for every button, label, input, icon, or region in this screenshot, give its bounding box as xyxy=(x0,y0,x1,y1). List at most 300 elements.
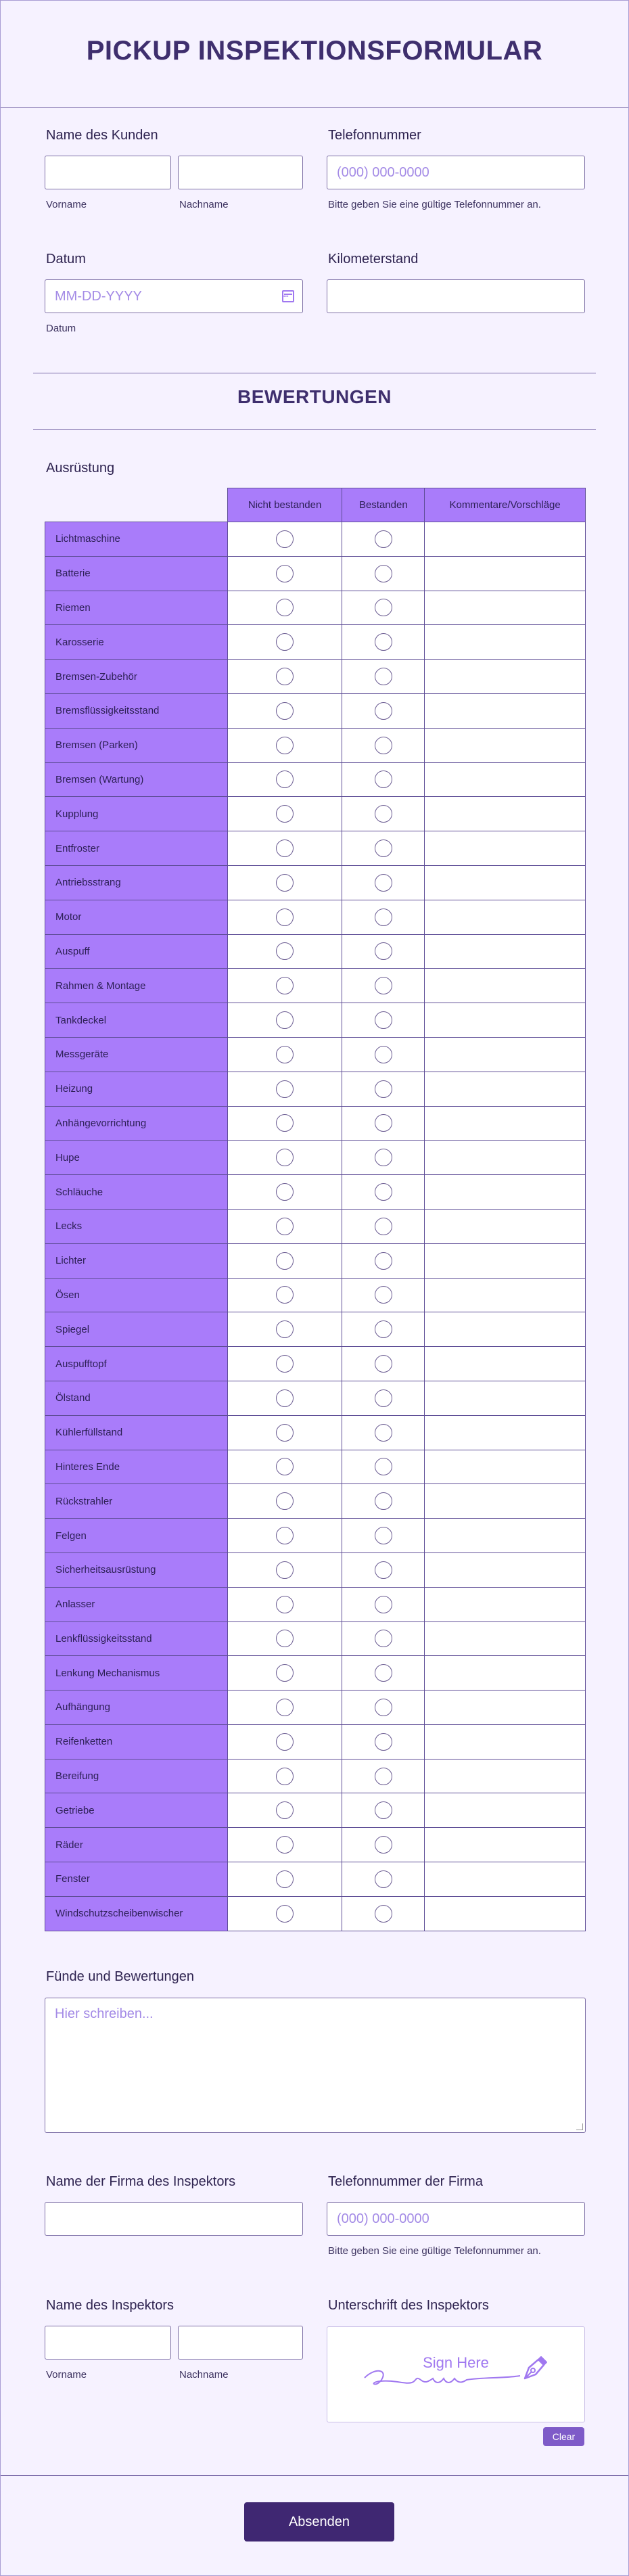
table-row xyxy=(45,1759,586,1793)
radio-passed[interactable] xyxy=(375,840,392,857)
row-label: Räder xyxy=(45,1828,228,1862)
cell-failed xyxy=(227,1312,342,1347)
table-row xyxy=(45,969,586,1003)
radio-passed[interactable] xyxy=(375,1183,392,1201)
table-row xyxy=(45,1106,586,1141)
cell-passed xyxy=(342,1106,425,1141)
radio-passed[interactable] xyxy=(375,633,392,651)
radio-failed[interactable] xyxy=(276,908,294,926)
radio-failed[interactable] xyxy=(276,1389,294,1407)
cell-passed xyxy=(342,1141,425,1175)
row-label: Auspufftopf xyxy=(45,1347,228,1381)
radio-passed[interactable] xyxy=(375,1801,392,1819)
cell-failed xyxy=(227,1141,342,1175)
comment-cell[interactable] xyxy=(425,1347,586,1381)
cell-passed xyxy=(342,797,425,831)
company-phone-input[interactable]: (000) 000-0000 xyxy=(327,2202,585,2236)
radio-passed[interactable] xyxy=(375,1011,392,1029)
cell-passed xyxy=(342,1862,425,1897)
matrix-label: Ausrüstung xyxy=(46,461,115,476)
header-divider xyxy=(1,107,628,108)
cell-failed xyxy=(227,1484,342,1519)
cell-failed xyxy=(227,865,342,900)
row-label: Heizung xyxy=(45,1072,228,1106)
table-row xyxy=(45,1312,586,1347)
radio-failed[interactable] xyxy=(276,633,294,651)
cell-failed xyxy=(227,625,342,660)
cell-passed xyxy=(342,831,425,866)
radio-failed[interactable] xyxy=(276,1218,294,1235)
date-input[interactable] xyxy=(45,279,303,313)
row-label: Hupe xyxy=(45,1141,228,1175)
cell-passed xyxy=(342,1003,425,1038)
cell-failed xyxy=(227,1690,342,1725)
date-placeholder: MM-DD-YYYY xyxy=(55,288,142,304)
customer-name-label: Name des Kunden xyxy=(46,128,158,143)
cell-passed xyxy=(342,1759,425,1793)
radio-failed[interactable] xyxy=(276,1733,294,1751)
cell-failed xyxy=(227,1415,342,1450)
radio-passed[interactable] xyxy=(375,1596,392,1613)
table-row xyxy=(45,1381,586,1415)
radio-passed[interactable] xyxy=(375,1630,392,1647)
comment-cell[interactable] xyxy=(425,1072,586,1106)
row-label: Karosserie xyxy=(45,625,228,660)
radio-failed[interactable] xyxy=(276,1699,294,1716)
comment-cell[interactable] xyxy=(425,900,586,934)
cell-failed xyxy=(227,1209,342,1243)
cell-passed xyxy=(342,728,425,762)
row-label: Anlasser xyxy=(45,1587,228,1622)
radio-passed[interactable] xyxy=(375,1046,392,1063)
radio-passed[interactable] xyxy=(375,1218,392,1235)
cell-passed xyxy=(342,1622,425,1656)
column-header-comments: Kommentare/Vorschläge xyxy=(425,488,586,522)
cell-failed xyxy=(227,1347,342,1381)
pen-nib-icon xyxy=(518,2353,551,2385)
ratings-divider-bottom xyxy=(33,429,596,430)
comment-cell[interactable] xyxy=(425,1656,586,1690)
comment-cell[interactable] xyxy=(425,1724,586,1759)
radio-failed[interactable] xyxy=(276,1768,294,1785)
findings-textarea[interactable] xyxy=(45,1998,586,2133)
radio-failed[interactable] xyxy=(276,1527,294,1544)
radio-passed[interactable] xyxy=(375,1252,392,1270)
cell-failed xyxy=(227,522,342,557)
radio-failed[interactable] xyxy=(276,1011,294,1029)
table-row xyxy=(45,556,586,591)
comment-cell[interactable] xyxy=(425,660,586,694)
row-label: Kühlerfüllstand xyxy=(45,1415,228,1450)
radio-failed[interactable] xyxy=(276,1286,294,1304)
comment-cell[interactable] xyxy=(425,969,586,1003)
table-row xyxy=(45,1484,586,1519)
comment-cell[interactable] xyxy=(425,1484,586,1519)
table-row xyxy=(45,934,586,969)
radio-passed[interactable] xyxy=(375,1149,392,1166)
radio-passed[interactable] xyxy=(375,1114,392,1132)
radio-passed[interactable] xyxy=(375,1492,392,1510)
row-label: Motor xyxy=(45,900,228,934)
comment-cell[interactable] xyxy=(425,1690,586,1725)
comment-cell[interactable] xyxy=(425,831,586,866)
radio-failed[interactable] xyxy=(276,565,294,582)
comment-cell[interactable] xyxy=(425,728,586,762)
company-name-input[interactable] xyxy=(45,2202,303,2236)
cell-failed xyxy=(227,1243,342,1278)
radio-passed[interactable] xyxy=(375,737,392,754)
cell-failed xyxy=(227,1656,342,1690)
radio-failed[interactable] xyxy=(276,1424,294,1442)
cell-passed xyxy=(342,1312,425,1347)
comment-cell[interactable] xyxy=(425,625,586,660)
row-label: Antriebsstrang xyxy=(45,865,228,900)
cell-passed xyxy=(342,522,425,557)
row-label: Spiegel xyxy=(45,1312,228,1347)
cell-failed xyxy=(227,969,342,1003)
signature-label: Unterschrift des Inspektors xyxy=(328,2298,489,2313)
radio-failed[interactable] xyxy=(276,530,294,548)
cell-passed xyxy=(342,969,425,1003)
cell-passed xyxy=(342,1415,425,1450)
table-row xyxy=(45,1415,586,1450)
mileage-input[interactable] xyxy=(327,279,585,313)
cell-failed xyxy=(227,1862,342,1897)
phone-label: Telefonnummer xyxy=(328,128,421,143)
row-label: Messgeräte xyxy=(45,1037,228,1072)
table-row xyxy=(45,831,586,866)
matrix-corner xyxy=(45,488,228,522)
table-row xyxy=(45,1690,586,1725)
radio-failed[interactable] xyxy=(276,1492,294,1510)
comment-cell[interactable] xyxy=(425,1141,586,1175)
radio-passed[interactable] xyxy=(375,805,392,823)
table-row xyxy=(45,797,586,831)
comment-cell[interactable] xyxy=(425,1896,586,1931)
radio-failed[interactable] xyxy=(276,1596,294,1613)
cell-failed xyxy=(227,556,342,591)
radio-failed[interactable] xyxy=(276,1630,294,1647)
radio-passed[interactable] xyxy=(375,977,392,994)
table-row xyxy=(45,1072,586,1106)
row-label: Windschutzscheibenwischer xyxy=(45,1896,228,1931)
row-label: Hinteres Ende xyxy=(45,1450,228,1484)
cell-failed xyxy=(227,1003,342,1038)
page-title: PICKUP INSPEKTIONSFORMULAR xyxy=(86,36,543,66)
radio-failed[interactable] xyxy=(276,977,294,994)
cell-failed xyxy=(227,1072,342,1106)
cell-failed xyxy=(227,1759,342,1793)
radio-failed[interactable] xyxy=(276,1320,294,1338)
cell-passed xyxy=(342,1656,425,1690)
table-row xyxy=(45,1209,586,1243)
footer-divider xyxy=(1,2475,628,2476)
cell-passed xyxy=(342,1243,425,1278)
row-label: Schläuche xyxy=(45,1175,228,1210)
radio-passed[interactable] xyxy=(375,1664,392,1682)
cell-passed xyxy=(342,1828,425,1862)
signature-clear-button[interactable]: Clear xyxy=(543,2427,584,2446)
radio-passed[interactable] xyxy=(375,1389,392,1407)
row-label: Sicherheitsausrüstung xyxy=(45,1552,228,1587)
radio-failed[interactable] xyxy=(276,874,294,892)
date-sublabel: Datum xyxy=(46,323,76,334)
radio-failed[interactable] xyxy=(276,1046,294,1063)
comment-cell[interactable] xyxy=(425,1622,586,1656)
cell-failed xyxy=(227,1793,342,1828)
comment-cell[interactable] xyxy=(425,1519,586,1553)
table-row xyxy=(45,1896,586,1931)
comment-cell[interactable] xyxy=(425,934,586,969)
inspection-matrix xyxy=(45,488,586,1931)
radio-passed[interactable] xyxy=(375,599,392,616)
radio-passed[interactable] xyxy=(375,1355,392,1373)
cell-failed xyxy=(227,831,342,866)
mileage-label: Kilometerstand xyxy=(328,252,419,267)
inspector-last-name-sublabel: Nachname xyxy=(179,2369,229,2380)
cell-passed xyxy=(342,1037,425,1072)
comment-cell[interactable] xyxy=(425,1828,586,1862)
cell-passed xyxy=(342,1209,425,1243)
comment-cell[interactable] xyxy=(425,591,586,625)
radio-failed[interactable] xyxy=(276,1458,294,1475)
cell-passed xyxy=(342,1519,425,1553)
radio-failed[interactable] xyxy=(276,840,294,857)
phone-hint: Bitte geben Sie eine gültige Telefonnummer an. xyxy=(328,199,541,210)
radio-failed[interactable] xyxy=(276,1080,294,1098)
cell-failed xyxy=(227,797,342,831)
table-row xyxy=(45,1862,586,1897)
cell-failed xyxy=(227,1106,342,1141)
radio-passed[interactable] xyxy=(375,565,392,582)
comment-cell[interactable] xyxy=(425,797,586,831)
customer-last-name-input[interactable] xyxy=(178,156,303,189)
resize-handle-icon[interactable] xyxy=(576,2123,583,2130)
radio-failed[interactable] xyxy=(276,702,294,720)
cell-passed xyxy=(342,1896,425,1931)
radio-passed[interactable] xyxy=(375,942,392,960)
comment-cell[interactable] xyxy=(425,865,586,900)
radio-failed[interactable] xyxy=(276,1905,294,1923)
comment-cell[interactable] xyxy=(425,522,586,557)
comment-cell[interactable] xyxy=(425,556,586,591)
cell-failed xyxy=(227,1381,342,1415)
comment-cell[interactable] xyxy=(425,1759,586,1793)
radio-passed[interactable] xyxy=(375,1458,392,1475)
inspector-first-name-input[interactable] xyxy=(45,2326,171,2360)
cell-failed xyxy=(227,693,342,728)
phone-input[interactable]: (000) 000-0000 xyxy=(327,156,585,189)
cell-failed xyxy=(227,1896,342,1931)
row-label: Lenkung Mechanismus xyxy=(45,1656,228,1690)
table-row xyxy=(45,522,586,557)
table-row xyxy=(45,1793,586,1828)
comment-cell[interactable] xyxy=(425,1278,586,1312)
cell-failed xyxy=(227,660,342,694)
row-label: Lichter xyxy=(45,1243,228,1278)
radio-failed[interactable] xyxy=(276,1870,294,1888)
radio-failed[interactable] xyxy=(276,1252,294,1270)
comment-cell[interactable] xyxy=(425,1587,586,1622)
radio-failed[interactable] xyxy=(276,1149,294,1166)
comment-cell[interactable] xyxy=(425,1552,586,1587)
radio-passed[interactable] xyxy=(375,702,392,720)
table-row xyxy=(45,1724,586,1759)
radio-failed[interactable] xyxy=(276,1355,294,1373)
radio-passed[interactable] xyxy=(375,1286,392,1304)
radio-passed[interactable] xyxy=(375,908,392,926)
table-row xyxy=(45,762,586,797)
table-row xyxy=(45,693,586,728)
table-row xyxy=(45,1587,586,1622)
customer-first-name-input[interactable] xyxy=(45,156,171,189)
row-label: Bereifung xyxy=(45,1759,228,1793)
table-row xyxy=(45,1175,586,1210)
cell-passed xyxy=(342,1450,425,1484)
customer-first-name-sublabel: Vorname xyxy=(46,199,87,210)
comment-cell[interactable] xyxy=(425,1106,586,1141)
cell-failed xyxy=(227,1724,342,1759)
inspector-last-name-input[interactable] xyxy=(178,2326,303,2360)
comment-cell[interactable] xyxy=(425,1450,586,1484)
date-label: Datum xyxy=(46,252,86,267)
radio-failed[interactable] xyxy=(276,1561,294,1579)
table-row xyxy=(45,1141,586,1175)
radio-failed[interactable] xyxy=(276,770,294,788)
row-label: Bremsen (Wartung) xyxy=(45,762,228,797)
radio-failed[interactable] xyxy=(276,942,294,960)
radio-failed[interactable] xyxy=(276,1114,294,1132)
radio-failed[interactable] xyxy=(276,1664,294,1682)
radio-failed[interactable] xyxy=(276,805,294,823)
radio-passed[interactable] xyxy=(375,1320,392,1338)
radio-passed[interactable] xyxy=(375,1870,392,1888)
radio-passed[interactable] xyxy=(375,1905,392,1923)
radio-passed[interactable] xyxy=(375,874,392,892)
radio-passed[interactable] xyxy=(375,1080,392,1098)
row-label: Getriebe xyxy=(45,1793,228,1828)
row-label: Tankdeckel xyxy=(45,1003,228,1038)
company-name-label: Name der Firma des Inspektors xyxy=(46,2174,236,2189)
radio-passed[interactable] xyxy=(375,1527,392,1544)
cell-passed xyxy=(342,660,425,694)
radio-passed[interactable] xyxy=(375,1733,392,1751)
comment-cell[interactable] xyxy=(425,1243,586,1278)
row-label: Lichtmaschine xyxy=(45,522,228,557)
radio-passed[interactable] xyxy=(375,1836,392,1854)
row-label: Aufhängung xyxy=(45,1690,228,1725)
radio-passed[interactable] xyxy=(375,668,392,685)
cell-passed xyxy=(342,934,425,969)
table-row xyxy=(45,900,586,934)
row-label: Rahmen & Montage xyxy=(45,969,228,1003)
table-row xyxy=(45,1003,586,1038)
row-label: Ölstand xyxy=(45,1381,228,1415)
radio-failed[interactable] xyxy=(276,1183,294,1201)
ratings-title: BEWERTUNGEN xyxy=(237,386,392,407)
comment-cell[interactable] xyxy=(425,1037,586,1072)
cell-passed xyxy=(342,1072,425,1106)
comment-cell[interactable] xyxy=(425,762,586,797)
column-header-passed: Bestanden xyxy=(342,488,425,522)
row-label: Bremsen (Parken) xyxy=(45,728,228,762)
radio-failed[interactable] xyxy=(276,1801,294,1819)
comment-cell[interactable] xyxy=(425,693,586,728)
comment-cell[interactable] xyxy=(425,1209,586,1243)
company-phone-label: Telefonnummer der Firma xyxy=(328,2174,483,2189)
cell-passed xyxy=(342,625,425,660)
comment-cell[interactable] xyxy=(425,1003,586,1038)
cell-passed xyxy=(342,556,425,591)
comment-cell[interactable] xyxy=(425,1862,586,1897)
row-label: Reifenketten xyxy=(45,1724,228,1759)
table-row xyxy=(45,591,586,625)
comment-cell[interactable] xyxy=(425,1175,586,1210)
radio-passed[interactable] xyxy=(375,1768,392,1785)
radio-passed[interactable] xyxy=(375,1699,392,1716)
row-label: Lecks xyxy=(45,1209,228,1243)
comment-cell[interactable] xyxy=(425,1415,586,1450)
comment-cell[interactable] xyxy=(425,1381,586,1415)
cell-failed xyxy=(227,1175,342,1210)
cell-failed xyxy=(227,1037,342,1072)
cell-passed xyxy=(342,900,425,934)
inspector-name-label: Name des Inspektors xyxy=(46,2298,174,2313)
table-row xyxy=(45,1037,586,1072)
column-header-failed: Nicht bestanden xyxy=(227,488,342,522)
table-row xyxy=(45,660,586,694)
row-label: Anhängevorrichtung xyxy=(45,1106,228,1141)
table-row xyxy=(45,625,586,660)
cell-passed xyxy=(342,1381,425,1415)
cell-failed xyxy=(227,1587,342,1622)
table-row xyxy=(45,1243,586,1278)
radio-passed[interactable] xyxy=(375,1424,392,1442)
cell-failed xyxy=(227,1552,342,1587)
inspector-first-name-sublabel: Vorname xyxy=(46,2369,87,2380)
cell-failed xyxy=(227,1278,342,1312)
radio-passed[interactable] xyxy=(375,770,392,788)
row-label: Bremsen-Zubehör xyxy=(45,660,228,694)
findings-label: Fünde und Bewertungen xyxy=(46,1969,195,1984)
cell-failed xyxy=(227,1622,342,1656)
table-row xyxy=(45,1622,586,1656)
signature-placeholder: Sign Here xyxy=(423,2354,489,2371)
table-row xyxy=(45,728,586,762)
cell-passed xyxy=(342,1587,425,1622)
radio-failed[interactable] xyxy=(276,1836,294,1854)
radio-passed[interactable] xyxy=(375,1561,392,1579)
table-row xyxy=(45,1347,586,1381)
comment-cell[interactable] xyxy=(425,1312,586,1347)
row-label: Rückstrahler xyxy=(45,1484,228,1519)
cell-failed xyxy=(227,728,342,762)
customer-last-name-sublabel: Nachname xyxy=(179,199,229,210)
radio-failed[interactable] xyxy=(276,599,294,616)
radio-failed[interactable] xyxy=(276,737,294,754)
calendar-icon[interactable] xyxy=(282,290,294,302)
table-row xyxy=(45,1519,586,1553)
row-label: Ösen xyxy=(45,1278,228,1312)
radio-failed[interactable] xyxy=(276,668,294,685)
row-label: Entfroster xyxy=(45,831,228,866)
comment-cell[interactable] xyxy=(425,1793,586,1828)
signature-pad[interactable] xyxy=(327,2326,585,2422)
radio-passed[interactable] xyxy=(375,530,392,548)
cell-passed xyxy=(342,1347,425,1381)
cell-passed xyxy=(342,1552,425,1587)
submit-button[interactable]: Absenden xyxy=(244,2502,394,2542)
